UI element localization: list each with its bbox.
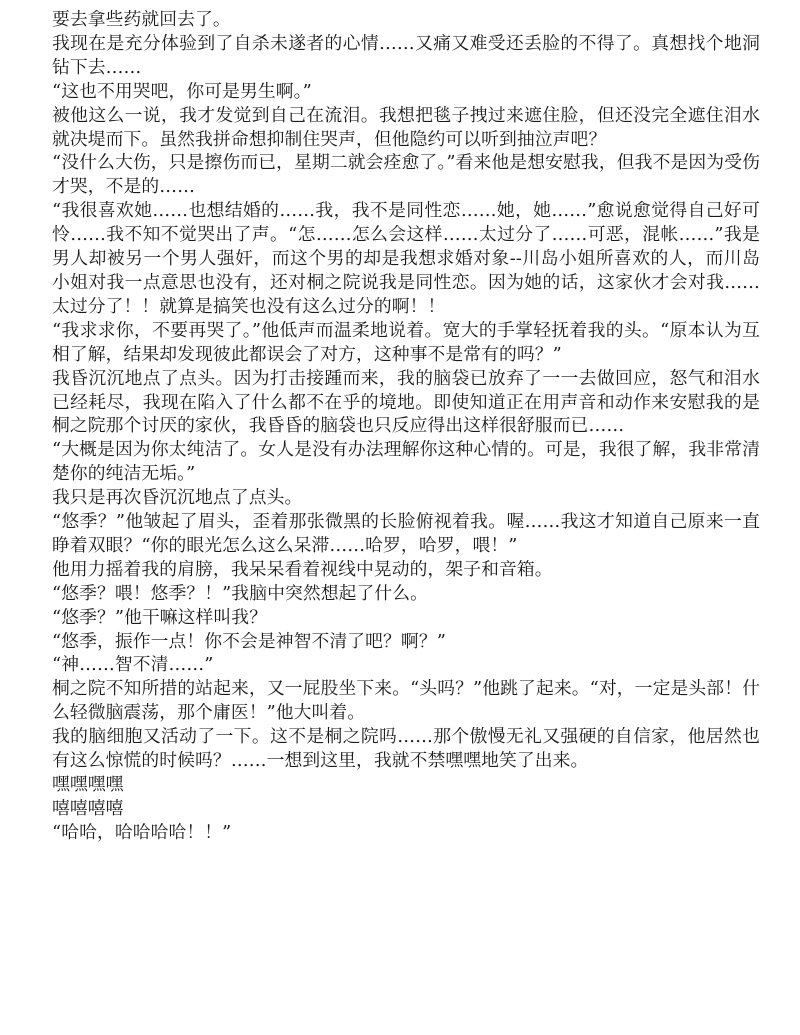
paragraph: 我只是再次昏沉沉地点了点头。 <box>52 487 303 509</box>
paragraph: “悠季？”他干嘛这样叫我？ <box>52 606 268 628</box>
paragraph: “我很喜欢她……也想结婚的……我，我不是同性恋……她，她……”愈说愈觉得自己好可怜……我不知不觉哭出了声。“怎……怎么会这样……太过分了……可恶，混帐……”我是男人却被另一个男人强奸，而这个男的却是我想求婚对象--川岛小姐所喜欢的人，而川岛小姐对我一点意思也没有，还对桐之院说我是同性恋。因为她的话，这家伙才会对我……太过分了！！就算是搞笑也没有这么过分的啊！！ <box>52 200 760 317</box>
paragraph: 要去拿些药就回去了。 <box>52 9 231 30</box>
paragraph: “我求求你，不要再哭了。”他低声而温柔地说着。宽大的手掌轻抚着我的头。“原本认为互相了解，结果却发现彼此都误会了对方，这种事不是常有的吗？” <box>52 319 760 365</box>
document-page <box>52 8 760 845</box>
paragraph: “悠季？”他皱起了眉头，歪着那张微黑的长脸俯视着我。喔……我这才知道自己原来一直睁着双眼？“你的眼光怎么这么呆滞……哈罗，哈罗，喂！” <box>52 511 760 556</box>
paragraph: “悠季，振作一点！你不会是神智不清了吧？啊？” <box>52 630 446 652</box>
paragraph: 他用力摇着我的肩膀，我呆呆看着视线中晃动的，架子和音箱。 <box>52 558 553 580</box>
paragraph: “大概是因为你太纯洁了。女人是没有办法理解你这种心情的。可是，我很了解，我非常清楚你的纯洁无垢。” <box>52 439 760 485</box>
paragraph: “这也不用哭吧，你可是男生啊。” <box>52 80 312 102</box>
paragraph: “没什么大伤，只是擦伤而已，星期二就会痊愈了。”看来他是想安慰我，但我不是因为受伤才哭，不是的…… <box>52 152 760 198</box>
paragraph: 我现在是充分体验到了自杀未遂者的心情……又痛又难受还丢脸的不得了。真想找个地洞钻下去…… <box>52 32 760 78</box>
paragraph: 嘻嘻嘻嘻 <box>52 797 124 819</box>
paragraph: 嘿嘿嘿嘿 <box>52 774 124 795</box>
paragraph: 我的脑细胞又活动了一下。这不是桐之院吗……那个傲慢无礼又强硬的自信家，他居然也有这么惊慌的时候吗？……一想到这里，我就不禁嘿嘿地笑了出来。 <box>52 726 760 772</box>
paragraph: 被他这么一说，我才发觉到自己在流泪。我想把毯子拽过来遮住脸，但还没完全遮住泪水就决堤而下。虽然我拼命想抑制住哭声，但他隐约可以听到抽泣声吧？ <box>52 104 760 150</box>
paragraph: “哈哈，哈哈哈哈！！” <box>52 821 232 843</box>
paragraph: “神……智不清……” <box>52 654 214 676</box>
paragraph: 桐之院不知所措的站起来，又一屁股坐下来。“头吗？”他跳了起来。“对，一定是头部！什么轻微脑震荡，那个庸医！”他大叫着。 <box>52 678 760 724</box>
paragraph: 我昏沉沉地点了点头。因为打击接踵而来，我的脑袋已放弃了一一去做回应，怒气和泪水已经耗尽，我现在陷入了什么都不在乎的境地。即使知道正在用声音和动作来安慰我的是桐之院那个讨厌的家伙，我昏昏的脑袋也只反应得出这样很舒服而已…… <box>52 367 760 437</box>
paragraph: “悠季？喂！悠季？！”我脑中突然想起了什么。 <box>52 582 429 604</box>
